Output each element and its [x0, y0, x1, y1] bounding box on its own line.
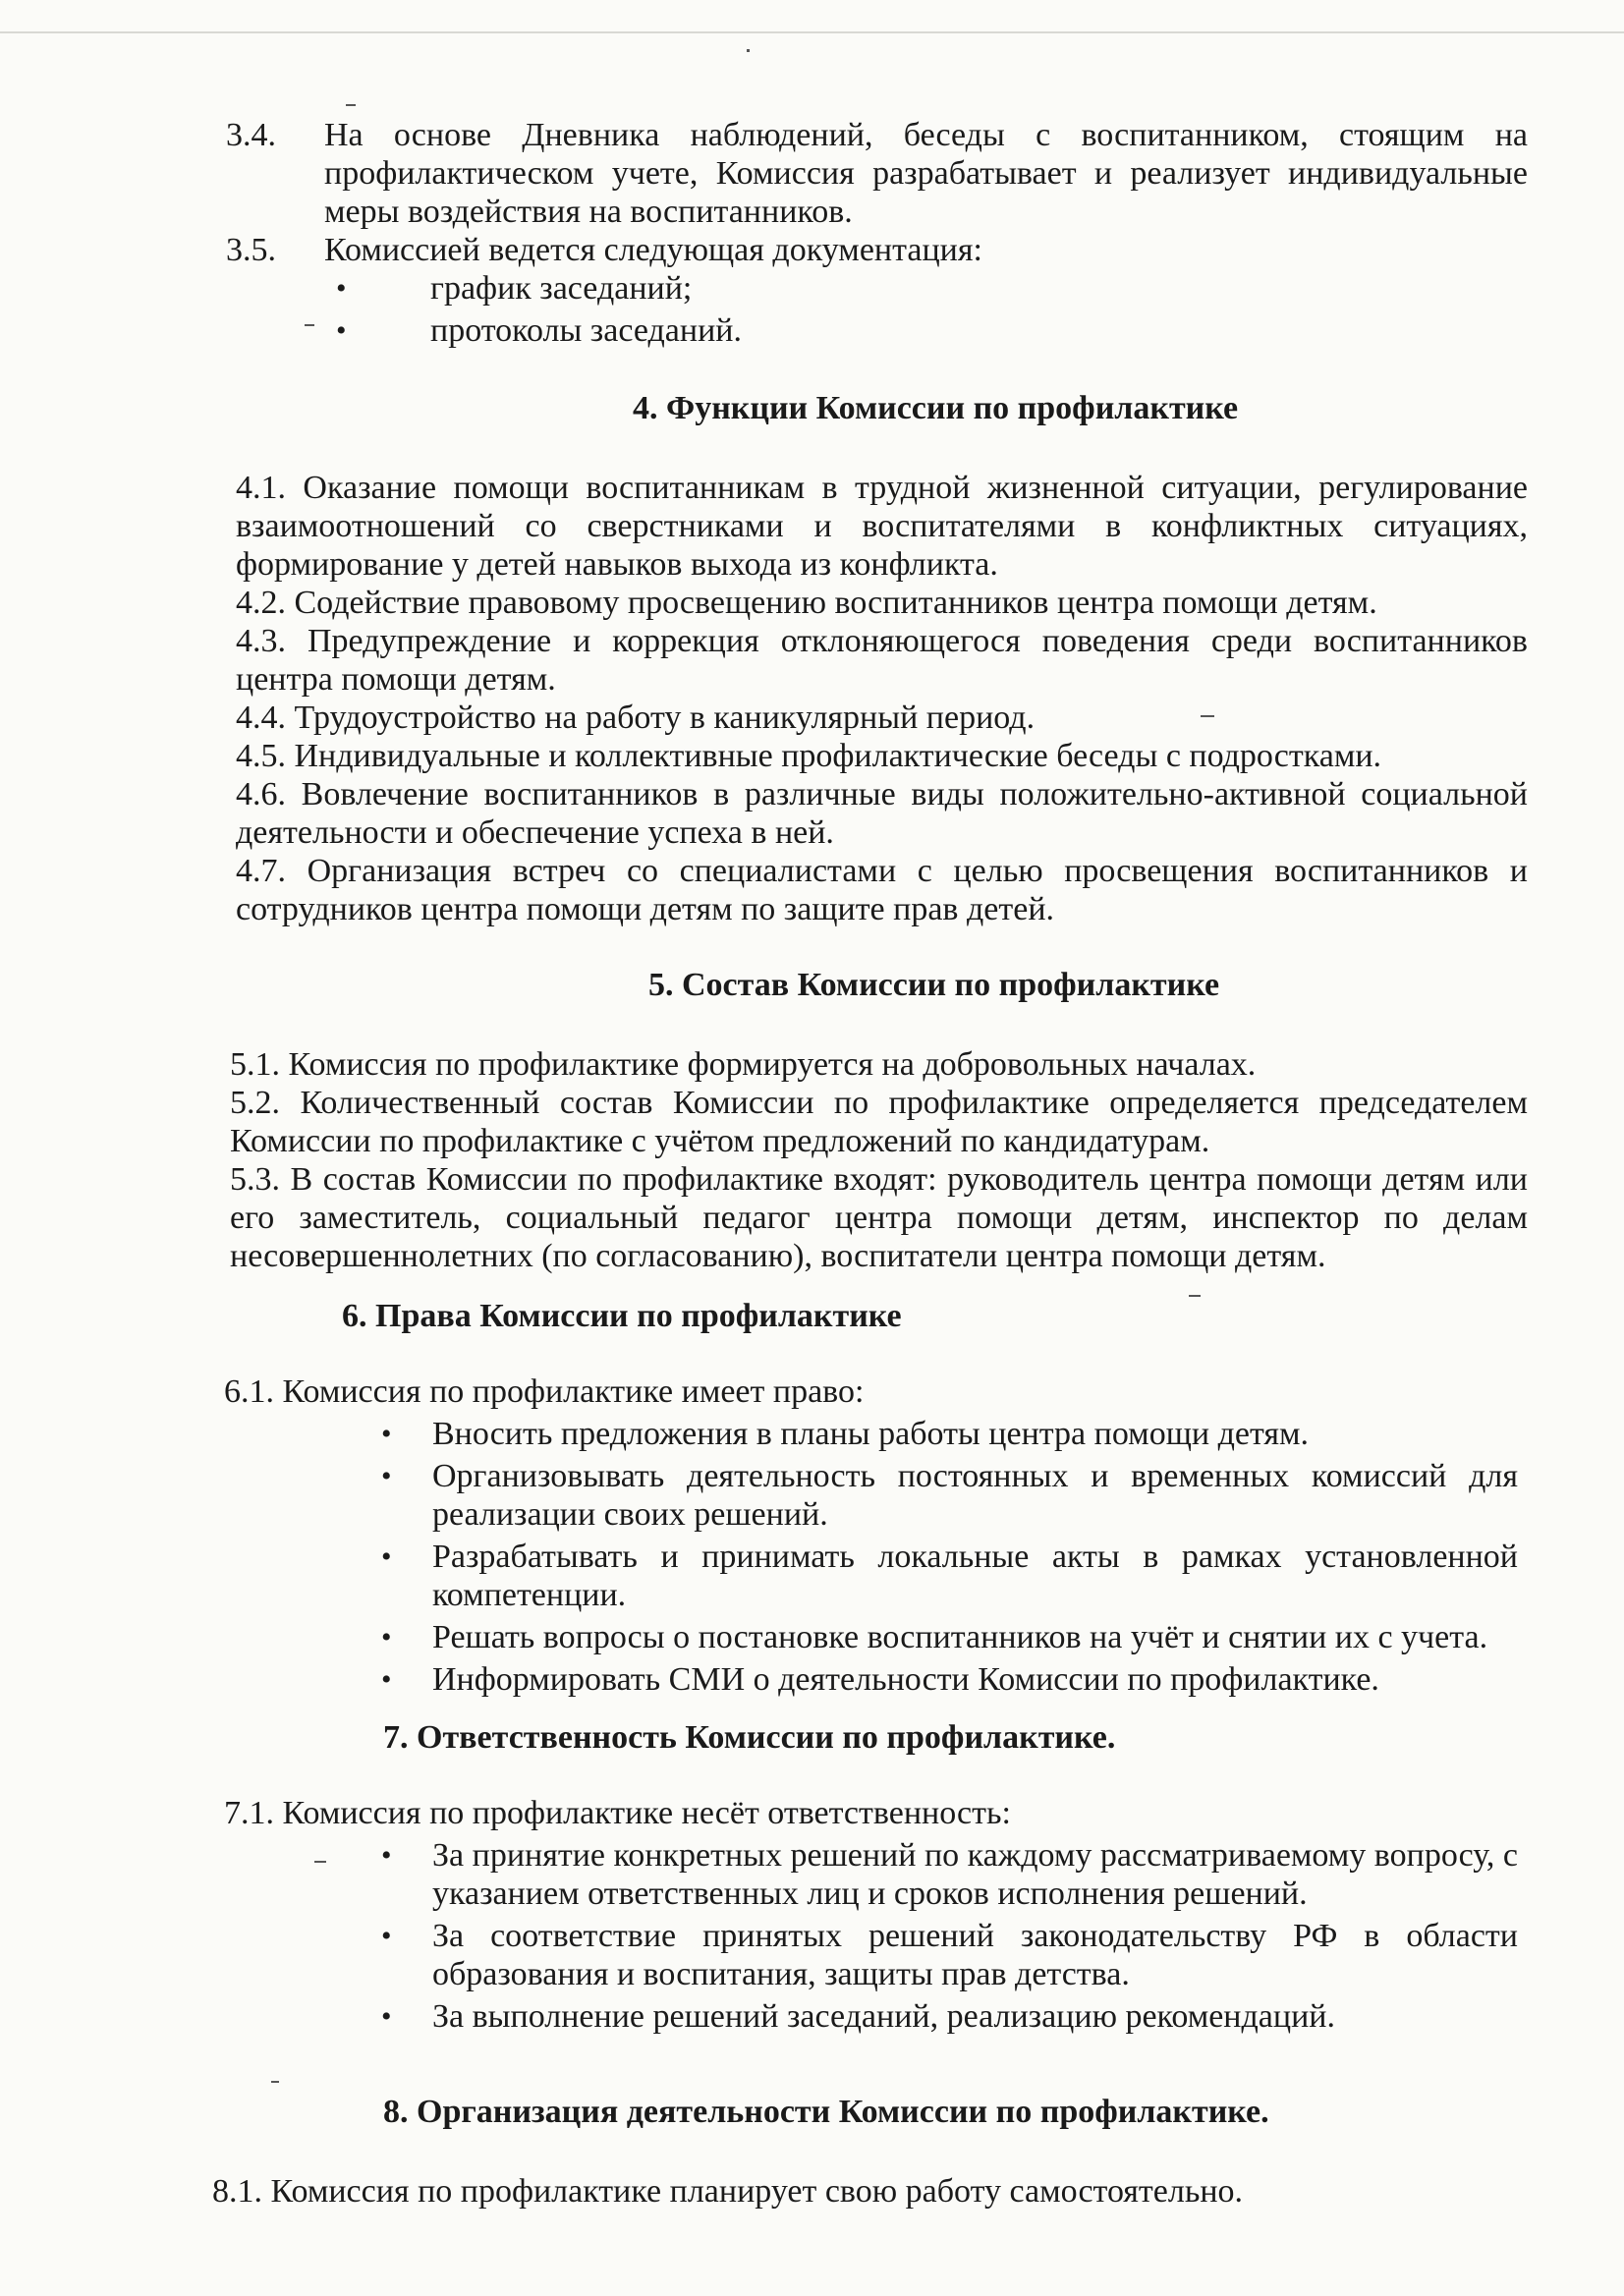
- list-item: [336, 269, 1528, 308]
- bullet-icon: •: [381, 1540, 392, 1573]
- clause-7-1: 7.1. Комиссия по профилактике несёт ответственность:: [224, 1795, 1011, 1831]
- section-8-body: [212, 2172, 1528, 2211]
- document-body: [212, 116, 1528, 2211]
- list-item: [381, 1917, 1518, 1993]
- clause-4-4: 4.4. Трудоустройство на работу в каникулярный период.: [236, 700, 1036, 736]
- section-5-body: [230, 1045, 1528, 1275]
- scan-speck: [747, 49, 750, 52]
- list-item-text: За принятие конкретных решений по каждому рассматриваемому вопросу, с указанием ответственных лиц и сроков исполнения решений.: [432, 1837, 1518, 1912]
- clause-4-7: 4.7. Организация встреч со специалистами с целью просвещения воспитанников и сотрудников центра помощи детям по защите прав детей.: [236, 853, 1528, 927]
- bullet-icon: •: [381, 1839, 392, 1872]
- section-8-heading: 8. Организация деятельности Комиссии по профилактике.: [383, 2094, 1269, 2130]
- clause-5-3: 5.3. В состав Комиссии по профилактике входят: руководитель центра помощи детям или его заместитель, социальный педагог центра помощи детям, инспектор по делам несовершеннолетних (по согласованию), воспитатели центра помощи детям.: [230, 1161, 1528, 1274]
- responsibility-list: [381, 1836, 1518, 2036]
- documentation-list: [336, 269, 1528, 350]
- clause-3-4: [226, 116, 1528, 231]
- list-item: [381, 1538, 1518, 1614]
- section-7-heading: 7. Ответственность Комиссии по профилактике.: [383, 1719, 1116, 1756]
- section-4-heading: 4. Функции Комиссии по профилактике: [633, 390, 1239, 426]
- bullet-icon: •: [381, 1460, 392, 1492]
- clause-text: На основе Дневника наблюдений, беседы с воспитанником, стоящим на профилактическом учете, Комиссия разрабатывает и реализует индивидуальные меры воздействия на воспитанников.: [324, 117, 1528, 230]
- list-item-text: Разрабатывать и принимать локальные акты в рамках установленной компетенции.: [432, 1539, 1518, 1613]
- list-item-text: Информировать СМИ о деятельности Комиссии по профилактике.: [432, 1661, 1379, 1698]
- section-4-body: [236, 469, 1528, 928]
- clause-5-1: 5.1. Комиссия по профилактике формируется на добровольных началах.: [230, 1046, 1257, 1083]
- list-item-text: Организовывать деятельность постоянных и временных комиссий для реализации своих решений.: [432, 1458, 1518, 1533]
- clause-4-1: 4.1. Оказание помощи воспитанникам в трудной жизненной ситуации, регулирование взаимоотношений со сверстниками и воспитателями в конфликтных ситуациях, формирование у детей навыков выхода из конфликта.: [236, 470, 1528, 583]
- list-item: [381, 1660, 1518, 1699]
- clause-8-1: 8.1. Комиссия по профилактике планирует свою работу самостоятельно.: [212, 2173, 1244, 2210]
- bullet-icon: •: [336, 272, 347, 305]
- section-6-heading: 6. Права Комиссии по профилактике: [342, 1298, 902, 1334]
- clause-text: Комиссией ведется следующая документация:: [324, 232, 982, 268]
- section-7-body: [224, 1794, 1528, 2036]
- clause-6-1: 6.1. Комиссия по профилактике имеет право:: [224, 1373, 865, 1410]
- clause-4-2: 4.2. Содействие правовому просвещению воспитанников центра помощи детям.: [236, 585, 1377, 621]
- list-item: [381, 1836, 1518, 1913]
- list-item-text: За выполнение решений заседаний, реализацию рекомендаций.: [432, 1998, 1335, 2035]
- scan-speck: [346, 104, 356, 106]
- clause-4-6: 4.6. Вовлечение воспитанников в различные виды положительно-активной социальной деятельности и обеспечение успеха в ней.: [236, 776, 1528, 851]
- list-item-text: Вносить предложения в планы работы центра помощи детям.: [432, 1416, 1310, 1452]
- clause-4-3: 4.3. Предупреждение и коррекция отклоняющегося поведения среди воспитанников центра помощи детям.: [236, 623, 1528, 698]
- bullet-icon: •: [381, 1663, 392, 1696]
- bullet-icon: •: [381, 1418, 392, 1450]
- rights-list: [381, 1415, 1518, 1699]
- list-item: [336, 311, 1528, 350]
- bullet-icon: •: [381, 2000, 392, 2033]
- list-item-text: За соответствие принятых решений законодательству РФ в области образования и воспитания, защиты прав детства.: [432, 1918, 1518, 1992]
- list-item: [381, 1618, 1518, 1656]
- list-item-text: протоколы заседаний.: [430, 312, 742, 349]
- section-6-body: [224, 1372, 1528, 1699]
- list-item: [381, 1457, 1518, 1534]
- clause-3-5: [226, 231, 1528, 269]
- clause-number: 3.5.: [226, 232, 276, 268]
- clause-5-2: 5.2. Количественный состав Комиссии по профилактике определяется председателем Комиссии по профилактике с учётом предложений по кандидатурам.: [230, 1085, 1528, 1159]
- list-item-text: график заседаний;: [430, 270, 693, 307]
- list-item: [381, 1997, 1518, 2036]
- section-5-heading: 5. Состав Комиссии по профилактике: [648, 967, 1220, 1003]
- clause-number: 3.4.: [226, 117, 276, 153]
- clause-4-5: 4.5. Индивидуальные и коллективные профилактические беседы с подростками.: [236, 738, 1382, 774]
- scan-edge: [0, 31, 1624, 33]
- bullet-icon: •: [336, 314, 347, 347]
- bullet-icon: •: [381, 1920, 392, 1952]
- list-item-text: Решать вопросы о постановке воспитанников на учёт и снятии их с учета.: [432, 1619, 1488, 1655]
- list-item: [381, 1415, 1518, 1453]
- bullet-icon: •: [381, 1621, 392, 1653]
